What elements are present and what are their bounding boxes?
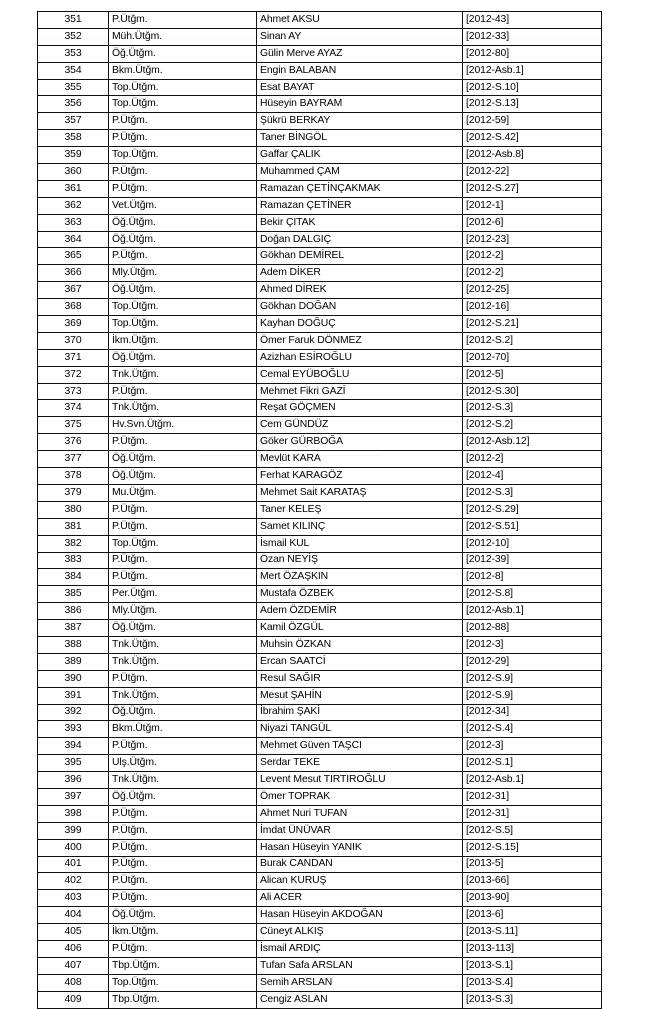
row-rank-cell: Top.Ütğm.: [109, 79, 257, 96]
row-name-cell: Ali ACER: [257, 890, 463, 907]
row-reference-cell: [2012-10]: [463, 535, 602, 552]
table-row: [38, 28, 602, 45]
row-name-cell: Resul SAĞIR: [257, 670, 463, 687]
row-reference-cell: [2012-S.4]: [463, 721, 602, 738]
row-rank-cell: P.Ütğm.: [109, 518, 257, 535]
row-reference-cell: [2012-23]: [463, 231, 602, 248]
row-rank-cell: P.Ütğm.: [109, 130, 257, 147]
table-row: [38, 349, 602, 366]
row-name-cell: Hüseyin BAYRAM: [257, 96, 463, 113]
row-name-cell: Ramazan ÇETİNER: [257, 197, 463, 214]
row-name-cell: Niyazi TANGÜL: [257, 721, 463, 738]
row-rank-cell: P.Ütğm.: [109, 738, 257, 755]
row-rank-cell: İkm.Ütğm.: [109, 332, 257, 349]
row-rank-cell: P.Ütğm.: [109, 164, 257, 181]
row-name-cell: Ferhat KARAGÖZ: [257, 468, 463, 485]
table-row: [38, 383, 602, 400]
row-name-cell: Ömer TOPRAK: [257, 788, 463, 805]
row-number-cell: 365: [38, 248, 109, 265]
row-number-cell: 356: [38, 96, 109, 113]
table-row: [38, 180, 602, 197]
row-reference-cell: [2012-S.10]: [463, 79, 602, 96]
table-row: [38, 653, 602, 670]
table-row: [38, 940, 602, 957]
table-row: [38, 991, 602, 1008]
row-number-cell: 360: [38, 164, 109, 181]
row-reference-cell: [2012-80]: [463, 45, 602, 62]
row-rank-cell: Tnk.Ütğm.: [109, 687, 257, 704]
row-name-cell: Ahmet Nuri TUFAN: [257, 805, 463, 822]
table-row: [38, 856, 602, 873]
row-number-cell: 382: [38, 535, 109, 552]
row-reference-cell: [2012-4]: [463, 468, 602, 485]
row-name-cell: Burak CANDAN: [257, 856, 463, 873]
row-name-cell: Levent Mesut TIRTIROĞLU: [257, 772, 463, 789]
row-name-cell: Alican KURUŞ: [257, 873, 463, 890]
row-rank-cell: Tnk.Ütğm.: [109, 400, 257, 417]
row-number-cell: 408: [38, 974, 109, 991]
row-name-cell: Sinan AY: [257, 28, 463, 45]
row-reference-cell: [2012-6]: [463, 214, 602, 231]
row-name-cell: Gaffar ÇALIK: [257, 147, 463, 164]
row-reference-cell: [2012-31]: [463, 788, 602, 805]
row-reference-cell: [2013-S.11]: [463, 924, 602, 941]
row-number-cell: 392: [38, 704, 109, 721]
row-number-cell: 374: [38, 400, 109, 417]
row-reference-cell: [2013-66]: [463, 873, 602, 890]
row-rank-cell: Öğ.Ütğm.: [109, 788, 257, 805]
table-row: [38, 434, 602, 451]
table-row: [38, 197, 602, 214]
row-reference-cell: [2012-25]: [463, 282, 602, 299]
table-row: [38, 62, 602, 79]
row-number-cell: 376: [38, 434, 109, 451]
row-reference-cell: [2012-S.27]: [463, 180, 602, 197]
row-number-cell: 372: [38, 366, 109, 383]
row-name-cell: Cengiz ASLAN: [257, 991, 463, 1008]
row-number-cell: 359: [38, 147, 109, 164]
row-rank-cell: P.Ütğm.: [109, 890, 257, 907]
row-reference-cell: [2012-3]: [463, 738, 602, 755]
row-number-cell: 358: [38, 130, 109, 147]
row-rank-cell: P.Ütğm.: [109, 383, 257, 400]
row-rank-cell: P.Ütğm.: [109, 805, 257, 822]
row-rank-cell: Vet.Ütğm.: [109, 197, 257, 214]
row-name-cell: Serdar TEKE: [257, 755, 463, 772]
row-reference-cell: [2013-5]: [463, 856, 602, 873]
table-row: [38, 805, 602, 822]
row-name-cell: Mevlüt KARA: [257, 451, 463, 468]
row-rank-cell: Tnk.Ütğm.: [109, 772, 257, 789]
table-row: [38, 873, 602, 890]
row-rank-cell: Top.Ütğm.: [109, 974, 257, 991]
row-name-cell: Cem GÜNDÜZ: [257, 417, 463, 434]
row-rank-cell: P.Ütğm.: [109, 856, 257, 873]
row-number-cell: 357: [38, 113, 109, 130]
row-number-cell: 361: [38, 180, 109, 197]
table-row: [38, 501, 602, 518]
row-rank-cell: Mly.Ütğm.: [109, 603, 257, 620]
row-rank-cell: Tbp.Ütğm.: [109, 991, 257, 1008]
row-number-cell: 401: [38, 856, 109, 873]
row-number-cell: 387: [38, 620, 109, 637]
row-name-cell: Bekir ÇITAK: [257, 214, 463, 231]
row-number-cell: 368: [38, 299, 109, 316]
row-name-cell: İbrahim ŞAKİ: [257, 704, 463, 721]
row-number-cell: 353: [38, 45, 109, 62]
row-rank-cell: P.Ütğm.: [109, 501, 257, 518]
row-name-cell: Gülin Merve AYAZ: [257, 45, 463, 62]
row-reference-cell: [2012-29]: [463, 653, 602, 670]
row-reference-cell: [2012-S.2]: [463, 332, 602, 349]
row-rank-cell: Müh.Ütğm.: [109, 28, 257, 45]
roster-table-body: [38, 12, 602, 1009]
row-rank-cell: P.Ütğm.: [109, 873, 257, 890]
row-name-cell: Taner BİNGÖL: [257, 130, 463, 147]
row-rank-cell: Top.Ütğm.: [109, 299, 257, 316]
row-rank-cell: P.Ütğm.: [109, 839, 257, 856]
table-row: [38, 282, 602, 299]
row-reference-cell: [2012-5]: [463, 366, 602, 383]
table-row: [38, 96, 602, 113]
row-number-cell: 362: [38, 197, 109, 214]
row-rank-cell: Öğ.Ütğm.: [109, 468, 257, 485]
row-number-cell: 399: [38, 822, 109, 839]
row-rank-cell: P.Ütğm.: [109, 180, 257, 197]
row-number-cell: 402: [38, 873, 109, 890]
table-row: [38, 586, 602, 603]
table-row: [38, 316, 602, 333]
row-number-cell: 393: [38, 721, 109, 738]
row-rank-cell: Bkm.Ütğm.: [109, 62, 257, 79]
row-reference-cell: [2013-S.3]: [463, 991, 602, 1008]
row-number-cell: 354: [38, 62, 109, 79]
table-row: [38, 79, 602, 96]
row-reference-cell: [2012-16]: [463, 299, 602, 316]
table-row: [38, 518, 602, 535]
table-row: [38, 569, 602, 586]
row-name-cell: Cüneyt ALKIŞ: [257, 924, 463, 941]
row-rank-cell: P.Ütğm.: [109, 822, 257, 839]
row-name-cell: Mehmet Güven TAŞCI: [257, 738, 463, 755]
row-rank-cell: P.Ütğm.: [109, 248, 257, 265]
row-number-cell: 405: [38, 924, 109, 941]
row-reference-cell: [2012-Asb.12]: [463, 434, 602, 451]
row-number-cell: 385: [38, 586, 109, 603]
row-reference-cell: [2012-43]: [463, 12, 602, 29]
table-row: [38, 265, 602, 282]
row-name-cell: İmdat ÜNÜVAR: [257, 822, 463, 839]
row-rank-cell: Öğ.Ütğm.: [109, 45, 257, 62]
row-number-cell: 388: [38, 636, 109, 653]
table-row: [38, 231, 602, 248]
row-reference-cell: [2013-S.1]: [463, 957, 602, 974]
row-rank-cell: Öğ.Ütğm.: [109, 451, 257, 468]
row-number-cell: 400: [38, 839, 109, 856]
row-number-cell: 389: [38, 653, 109, 670]
row-number-cell: 377: [38, 451, 109, 468]
row-number-cell: 364: [38, 231, 109, 248]
table-row: [38, 822, 602, 839]
row-name-cell: Kayhan DOĞUÇ: [257, 316, 463, 333]
table-row: [38, 603, 602, 620]
row-reference-cell: [2012-39]: [463, 552, 602, 569]
table-row: [38, 636, 602, 653]
row-number-cell: 406: [38, 940, 109, 957]
table-row: [38, 12, 602, 29]
row-rank-cell: P.Ütğm.: [109, 670, 257, 687]
row-name-cell: Mehmet Sait KARATAŞ: [257, 484, 463, 501]
row-number-cell: 409: [38, 991, 109, 1008]
row-number-cell: 379: [38, 484, 109, 501]
row-name-cell: Mustafa ÖZBEK: [257, 586, 463, 603]
row-name-cell: Muhsin ÖZKAN: [257, 636, 463, 653]
table-row: [38, 366, 602, 383]
row-name-cell: Mert ÖZAŞKIN: [257, 569, 463, 586]
table-row: [38, 535, 602, 552]
row-reference-cell: [2012-S.3]: [463, 400, 602, 417]
table-row: [38, 738, 602, 755]
row-reference-cell: [2012-S.51]: [463, 518, 602, 535]
row-number-cell: 403: [38, 890, 109, 907]
row-reference-cell: [2012-S.42]: [463, 130, 602, 147]
row-rank-cell: P.Ütğm.: [109, 12, 257, 29]
row-name-cell: Göker GÜRBOĞA: [257, 434, 463, 451]
table-row: [38, 113, 602, 130]
row-number-cell: 397: [38, 788, 109, 805]
row-rank-cell: Öğ.Ütğm.: [109, 214, 257, 231]
table-row: [38, 214, 602, 231]
row-reference-cell: [2012-8]: [463, 569, 602, 586]
row-name-cell: Şükrü BERKAY: [257, 113, 463, 130]
row-number-cell: 386: [38, 603, 109, 620]
row-rank-cell: Tnk.Ütğm.: [109, 366, 257, 383]
row-rank-cell: Mly.Ütğm.: [109, 265, 257, 282]
row-name-cell: Adem ÖZDEMİR: [257, 603, 463, 620]
row-name-cell: Ramazan ÇETİNÇAKMAK: [257, 180, 463, 197]
row-rank-cell: İkm.Ütğm.: [109, 924, 257, 941]
row-reference-cell: [2012-3]: [463, 636, 602, 653]
row-reference-cell: [2012-59]: [463, 113, 602, 130]
row-rank-cell: Top.Ütğm.: [109, 535, 257, 552]
row-number-cell: 383: [38, 552, 109, 569]
row-name-cell: Reşat GÖÇMEN: [257, 400, 463, 417]
table-row: [38, 620, 602, 637]
roster-table: [37, 11, 602, 1009]
row-reference-cell: [2012-31]: [463, 805, 602, 822]
row-name-cell: Azizhan ESİROĞLU: [257, 349, 463, 366]
row-number-cell: 373: [38, 383, 109, 400]
row-name-cell: Ahmet AKSU: [257, 12, 463, 29]
row-rank-cell: Öğ.Ütğm.: [109, 704, 257, 721]
row-number-cell: 371: [38, 349, 109, 366]
row-name-cell: Tufan Safa ARSLAN: [257, 957, 463, 974]
row-reference-cell: [2012-S.15]: [463, 839, 602, 856]
row-name-cell: Taner KELEŞ: [257, 501, 463, 518]
row-reference-cell: [2012-Asb.1]: [463, 62, 602, 79]
table-row: [38, 974, 602, 991]
table-row: [38, 164, 602, 181]
row-reference-cell: [2012-2]: [463, 265, 602, 282]
row-reference-cell: [2012-2]: [463, 451, 602, 468]
row-number-cell: 370: [38, 332, 109, 349]
row-rank-cell: P.Ütğm.: [109, 569, 257, 586]
row-name-cell: Doğan DALGIÇ: [257, 231, 463, 248]
row-number-cell: 404: [38, 907, 109, 924]
row-name-cell: Hasan Hüseyin AKDOĞAN: [257, 907, 463, 924]
row-name-cell: Ercan SAATCİ: [257, 653, 463, 670]
row-number-cell: 378: [38, 468, 109, 485]
row-name-cell: İsmail ARDIÇ: [257, 940, 463, 957]
row-reference-cell: [2012-22]: [463, 164, 602, 181]
row-rank-cell: Top.Ütğm.: [109, 147, 257, 164]
row-number-cell: 352: [38, 28, 109, 45]
row-name-cell: Engin BALABAN: [257, 62, 463, 79]
table-row: [38, 907, 602, 924]
row-reference-cell: [2013-6]: [463, 907, 602, 924]
table-row: [38, 45, 602, 62]
row-name-cell: Esat BAYAT: [257, 79, 463, 96]
row-reference-cell: [2013-S.4]: [463, 974, 602, 991]
table-row: [38, 552, 602, 569]
row-reference-cell: [2012-S.1]: [463, 755, 602, 772]
row-number-cell: 398: [38, 805, 109, 822]
row-rank-cell: Öğ.Ütğm.: [109, 349, 257, 366]
table-row: [38, 332, 602, 349]
table-row: [38, 299, 602, 316]
row-rank-cell: Top.Ütğm.: [109, 96, 257, 113]
row-name-cell: İsmail KUL: [257, 535, 463, 552]
row-rank-cell: Öğ.Ütğm.: [109, 907, 257, 924]
row-reference-cell: [2013-90]: [463, 890, 602, 907]
row-number-cell: 380: [38, 501, 109, 518]
row-name-cell: Samet KILINÇ: [257, 518, 463, 535]
row-number-cell: 367: [38, 282, 109, 299]
row-number-cell: 369: [38, 316, 109, 333]
table-row: [38, 130, 602, 147]
row-number-cell: 396: [38, 772, 109, 789]
table-row: [38, 400, 602, 417]
row-reference-cell: [2012-Asb.1]: [463, 603, 602, 620]
row-rank-cell: P.Ütğm.: [109, 113, 257, 130]
row-reference-cell: [2012-88]: [463, 620, 602, 637]
row-rank-cell: Bkm.Ütğm.: [109, 721, 257, 738]
row-rank-cell: Ulş.Ütğm.: [109, 755, 257, 772]
row-rank-cell: P.Ütğm.: [109, 940, 257, 957]
row-reference-cell: [2012-33]: [463, 28, 602, 45]
row-reference-cell: [2012-S.21]: [463, 316, 602, 333]
row-reference-cell: [2012-S.30]: [463, 383, 602, 400]
row-number-cell: 395: [38, 755, 109, 772]
row-name-cell: Gökhan DOĞAN: [257, 299, 463, 316]
row-reference-cell: [2013-113]: [463, 940, 602, 957]
row-name-cell: Muhammed ÇAM: [257, 164, 463, 181]
row-name-cell: Adem DİKER: [257, 265, 463, 282]
table-row: [38, 788, 602, 805]
table-row: [38, 721, 602, 738]
row-rank-cell: Öğ.Ütğm.: [109, 231, 257, 248]
table-row: [38, 417, 602, 434]
row-reference-cell: [2012-S.13]: [463, 96, 602, 113]
row-rank-cell: Mu.Ütğm.: [109, 484, 257, 501]
table-row: [38, 890, 602, 907]
row-name-cell: Gökhan DEMİREL: [257, 248, 463, 265]
row-name-cell: Hasan Hüseyin YANIK: [257, 839, 463, 856]
row-reference-cell: [2012-S.29]: [463, 501, 602, 518]
row-reference-cell: [2012-70]: [463, 349, 602, 366]
table-row: [38, 468, 602, 485]
row-number-cell: 394: [38, 738, 109, 755]
row-rank-cell: Öğ.Ütğm.: [109, 282, 257, 299]
table-row: [38, 670, 602, 687]
row-number-cell: 351: [38, 12, 109, 29]
table-row: [38, 957, 602, 974]
row-name-cell: Cemal EYÜBOĞLU: [257, 366, 463, 383]
row-rank-cell: P.Ütğm.: [109, 434, 257, 451]
table-row: [38, 704, 602, 721]
table-row: [38, 839, 602, 856]
row-rank-cell: Tbp.Ütğm.: [109, 957, 257, 974]
row-rank-cell: Öğ.Ütğm.: [109, 620, 257, 637]
row-number-cell: 375: [38, 417, 109, 434]
row-rank-cell: Tnk.Ütğm.: [109, 653, 257, 670]
table-row: [38, 451, 602, 468]
table-row: [38, 772, 602, 789]
table-row: [38, 755, 602, 772]
row-name-cell: Ozan NEYİŞ: [257, 552, 463, 569]
row-reference-cell: [2012-2]: [463, 248, 602, 265]
row-name-cell: Kamil ÖZGÜL: [257, 620, 463, 637]
row-reference-cell: [2012-34]: [463, 704, 602, 721]
row-reference-cell: [2012-Asb.1]: [463, 772, 602, 789]
row-number-cell: 390: [38, 670, 109, 687]
row-number-cell: 363: [38, 214, 109, 231]
row-rank-cell: Per.Ütğm.: [109, 586, 257, 603]
table-row: [38, 484, 602, 501]
row-number-cell: 366: [38, 265, 109, 282]
row-number-cell: 384: [38, 569, 109, 586]
row-name-cell: Mehmet Fikri GAZİ: [257, 383, 463, 400]
table-row: [38, 147, 602, 164]
table-row: [38, 924, 602, 941]
row-reference-cell: [2012-Asb.8]: [463, 147, 602, 164]
row-reference-cell: [2012-S.3]: [463, 484, 602, 501]
row-rank-cell: Hv.Svn.Ütğm.: [109, 417, 257, 434]
row-number-cell: 381: [38, 518, 109, 535]
row-number-cell: 355: [38, 79, 109, 96]
row-name-cell: Semih ARSLAN: [257, 974, 463, 991]
table-row: [38, 687, 602, 704]
row-reference-cell: [2012-1]: [463, 197, 602, 214]
row-reference-cell: [2012-S.9]: [463, 687, 602, 704]
row-reference-cell: [2012-S.2]: [463, 417, 602, 434]
row-name-cell: Mesut ŞAHİN: [257, 687, 463, 704]
row-name-cell: Ömer Faruk DÖNMEZ: [257, 332, 463, 349]
row-number-cell: 391: [38, 687, 109, 704]
row-rank-cell: P.Ütğm.: [109, 552, 257, 569]
row-rank-cell: Tnk.Ütğm.: [109, 636, 257, 653]
row-reference-cell: [2012-S.9]: [463, 670, 602, 687]
row-reference-cell: [2012-S.8]: [463, 586, 602, 603]
row-name-cell: Ahmed DİREK: [257, 282, 463, 299]
row-number-cell: 407: [38, 957, 109, 974]
table-row: [38, 248, 602, 265]
row-reference-cell: [2012-S.5]: [463, 822, 602, 839]
row-rank-cell: Top.Ütğm.: [109, 316, 257, 333]
